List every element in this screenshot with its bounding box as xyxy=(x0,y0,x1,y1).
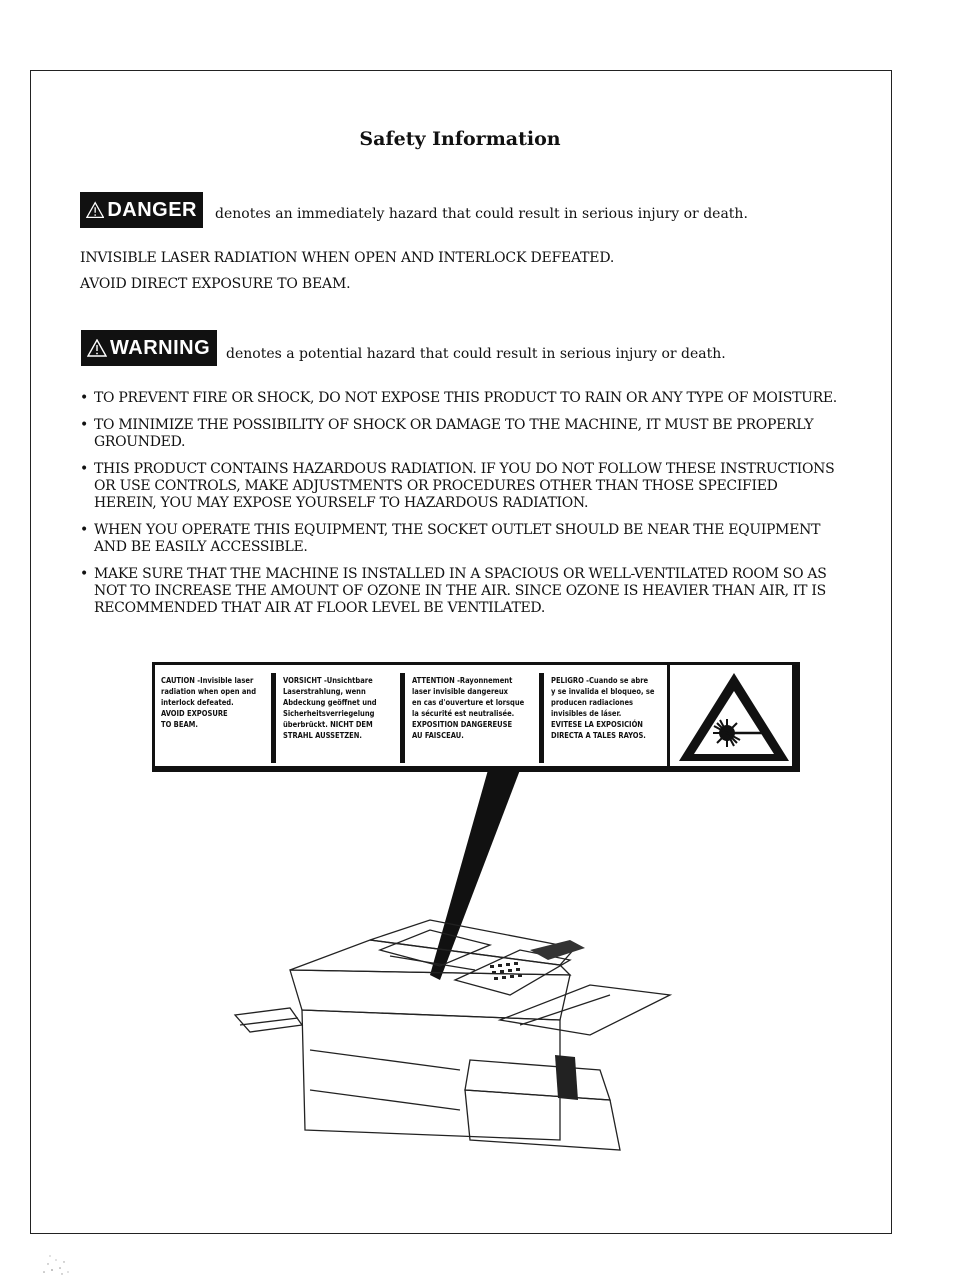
label-line: radiation when open and xyxy=(161,687,257,696)
danger-line: AVOID DIRECT EXPOSURE TO BEAM. xyxy=(80,276,351,292)
label-divider xyxy=(667,665,670,769)
label-line: TO BEAM. xyxy=(161,720,198,729)
label-separator xyxy=(271,673,276,763)
label-line: PELIGRO -Cuando se abre xyxy=(551,676,649,685)
label-french xyxy=(412,675,530,741)
scan-noise-mark xyxy=(40,1252,76,1278)
danger-line: INVISIBLE LASER RADIATION WHEN OPEN AND INTERLOCK DEFEATED. xyxy=(80,250,615,266)
list-item: • THIS PRODUCT CONTAINS HAZARDOUS RADIATION. IF YOU DO NOT FOLLOW THESE INSTRUCTIONS OR USE CONTROLS, MAKE ADJUSTMENTS OR PROCEDURES OTHER THAN THOSE SPECIFIED HEREIN, YOU MAY EXPOSE YOURSELF TO HAZARDOUS RADIATION. xyxy=(78,461,838,512)
laser-hazard-icon xyxy=(675,669,793,765)
warning-description: denotes a potential hazard that could result in serious injury or death. xyxy=(226,346,726,362)
label-line: CAUTION -Invisible laser xyxy=(161,676,254,685)
warning-badge-label: WARNING xyxy=(110,336,211,359)
label-line: Sicherheitsverriegelung xyxy=(283,709,375,718)
label-english xyxy=(161,675,269,730)
list-item: • TO MINIMIZE THE POSSIBILITY OF SHOCK OR DAMAGE TO THE MACHINE, IT MUST BE PROPERLY GROUNDED. xyxy=(78,417,838,451)
warning-bullet-list xyxy=(78,390,838,627)
label-line: laser invisible dangereux xyxy=(412,687,509,696)
danger-description: denotes an immediately hazard that could result in serious injury or death. xyxy=(215,206,748,222)
label-line: Abdeckung geöffnet und xyxy=(283,698,377,707)
laser-caution-label xyxy=(152,662,800,772)
danger-badge-label: DANGER xyxy=(107,198,197,221)
label-line: y se invalida el bloqueo, se xyxy=(551,687,655,696)
label-line: EXPOSITION DANGEREUSE xyxy=(412,720,513,729)
label-separator xyxy=(539,673,544,763)
list-item: • TO PREVENT FIRE OR SHOCK, DO NOT EXPOSE THIS PRODUCT TO RAIN OR ANY TYPE OF MOISTURE. xyxy=(78,390,838,407)
label-line: interlock defeated. xyxy=(161,698,234,707)
label-spanish xyxy=(551,675,663,741)
label-line: AVOID EXPOSURE xyxy=(161,709,228,718)
warning-badge xyxy=(81,330,217,366)
label-line: überbrückt. NICHT DEM xyxy=(283,720,373,729)
label-line: invisibles de láser. xyxy=(551,709,622,718)
label-line: EVITESE LA EXPOSICIÓN xyxy=(551,720,643,729)
label-line: Laserstrahlung, wenn xyxy=(283,687,366,696)
label-line: DIRECTA A TALES RAYOS. xyxy=(551,731,646,740)
laser-machine-illustration xyxy=(230,770,680,1160)
label-german xyxy=(283,675,391,741)
label-line: producen radiaciones xyxy=(551,698,634,707)
warning-triangle-icon xyxy=(86,201,104,219)
list-item: • WHEN YOU OPERATE THIS EQUIPMENT, THE SOCKET OUTLET SHOULD BE NEAR THE EQUIPMENT AND BE EASILY ACCESSIBLE. xyxy=(78,522,838,556)
danger-badge xyxy=(80,192,203,228)
label-line: ATTENTION -Rayonnement xyxy=(412,676,513,685)
warning-triangle-icon xyxy=(87,339,107,357)
list-item: • MAKE SURE THAT THE MACHINE IS INSTALLED IN A SPACIOUS OR WELL-VENTILATED ROOM SO AS NOT TO INCREASE THE AMOUNT OF OZONE IN THE AIR. SINCE OZONE IS HEAVIER THAN AIR, IT IS RECOMMENDED THAT AIR AT FLOOR LEVEL BE VENTILATED. xyxy=(78,566,838,617)
label-line: en cas d'ouverture et lorsque xyxy=(412,698,525,707)
label-line: AU FAISCEAU. xyxy=(412,731,464,740)
label-line: STRAHL AUSSETZEN. xyxy=(283,731,362,740)
page-title: Safety Information xyxy=(359,128,561,150)
label-line: la sécurité est neutralisée. xyxy=(412,709,515,718)
label-separator xyxy=(400,673,405,763)
label-line: VORSICHT -Unsichtbare xyxy=(283,676,373,685)
